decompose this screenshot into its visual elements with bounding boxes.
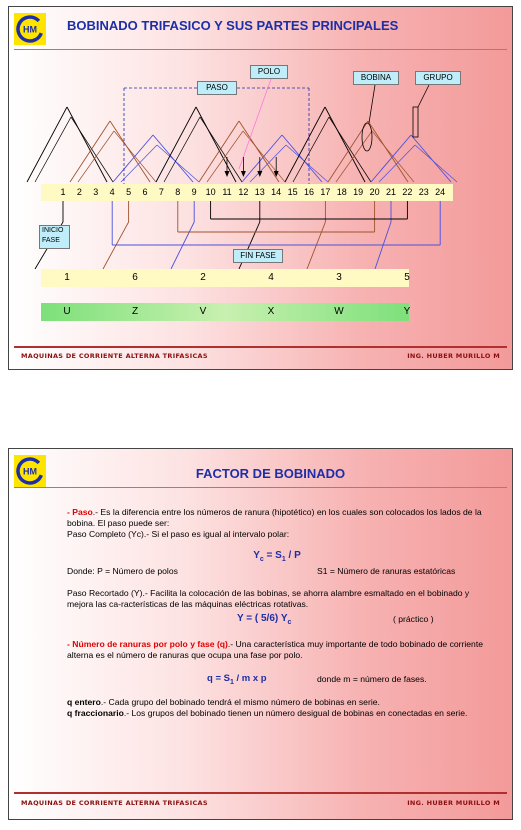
slot-number: 20 — [369, 187, 380, 197]
slot-number: 1 — [60, 187, 66, 197]
slot-arrow-head — [225, 171, 230, 177]
phase-label: Z — [131, 306, 139, 317]
label-fin-fase: FIN FASE — [233, 249, 283, 263]
logo-text: HM — [23, 24, 37, 35]
slot-number: 3 — [93, 187, 99, 197]
slot-number: 13 — [254, 187, 265, 197]
q-fraccionario-paragraph — [67, 708, 487, 719]
donde-s1: S1 = Número de ranuras estatóricas — [317, 566, 456, 576]
slot-number: 2 — [76, 187, 82, 197]
coil-side — [70, 121, 110, 182]
coil-side — [415, 145, 457, 182]
donde-p: Donde: P = Número de polos — [67, 566, 178, 576]
q-frac-text: .- Los grupos del bobinado tienen un número desigual de bobinas en conectadas en serie. — [123, 708, 468, 718]
phase-start-slot: 4 — [268, 272, 274, 283]
phase-label: X — [267, 306, 275, 317]
donde-line — [67, 566, 487, 577]
phase-label: Y — [403, 306, 411, 317]
coil-side — [27, 107, 67, 182]
formula-paso-recortado — [237, 613, 291, 628]
label-bobina: BOBINA — [353, 71, 399, 85]
ranuras-paragraph — [67, 639, 487, 661]
slide-winding-factor — [8, 448, 513, 820]
slot-number: 11 — [222, 187, 232, 197]
footer-author: ING. HUBER MURILLO M — [407, 799, 500, 807]
phase-start-slot: 5 — [404, 272, 410, 283]
coil-side — [328, 121, 368, 182]
coil-side — [286, 145, 328, 182]
ranuras-label: - Número de ranuras por polo y fase (q) — [67, 639, 228, 649]
phase-label-strip — [41, 303, 409, 321]
phase-label: V — [199, 306, 207, 317]
lead-line — [103, 222, 129, 269]
slot-number: 12 — [238, 187, 249, 197]
f1-mid: = S — [263, 550, 282, 561]
f3-rhs: / m x p — [233, 673, 267, 684]
slide-body — [67, 507, 487, 719]
label-polo: POLO — [250, 65, 288, 79]
grupo-marker — [413, 107, 418, 137]
slot-number: 4 — [109, 187, 115, 197]
polo-pointer — [239, 79, 271, 169]
phase-label: W — [334, 306, 344, 317]
q-entero-label: q entero — [67, 697, 101, 707]
slot-number: 19 — [353, 187, 364, 197]
paso-completo: Paso Completo (Yc).- Si el paso es igual al intervalo polar: — [67, 529, 290, 539]
paso-text: .- Es la diferencia entre los números de ranura (hipotético) en los cuales son colocados los lados de la bobina. El paso puede ser: — [67, 507, 482, 528]
footer-divider — [14, 792, 507, 794]
footer-divider — [14, 346, 507, 348]
formula-paso-recortado-line — [67, 613, 487, 627]
slot-number-strip — [41, 184, 453, 201]
q-entero-paragraph — [67, 697, 487, 708]
phase-start-strip — [41, 269, 409, 287]
q-frac-label: q fraccionario — [67, 708, 124, 718]
slot-number: 7 — [158, 187, 164, 197]
lead-line — [171, 222, 194, 269]
slot-number: 24 — [435, 187, 446, 197]
formula-paso-completo — [67, 550, 487, 566]
q-entero-text: .- Cada grupo del bobinado tendrá el mismo número de bobinas en serie. — [100, 697, 380, 707]
coil-side — [113, 135, 153, 182]
slot-number: 22 — [402, 187, 413, 197]
phase-label: U — [63, 306, 71, 317]
ranuras-text: .- Una característica muy importante de todo bobinado de corriente alterna es el número de ranuras que ocupa una fase por polo. — [67, 639, 484, 660]
slot-number: 5 — [126, 187, 132, 197]
f1-lhs: Y — [253, 550, 260, 561]
practico-note: ( práctico ) — [393, 614, 434, 624]
f2-main: Y = ( 5/6) Y — [237, 613, 288, 624]
formula-q — [207, 673, 267, 688]
slide-winding-diagram — [8, 6, 513, 370]
phase-start-slot: 1 — [64, 272, 70, 283]
coil-side — [285, 107, 325, 182]
coil-side — [196, 107, 236, 182]
footer-course: MAQUINAS DE CORRIENTE ALTERNA TRIFASICAS — [21, 352, 208, 360]
coil-side — [199, 121, 239, 182]
slot-number: 6 — [142, 187, 148, 197]
coil-side — [156, 107, 196, 182]
lead-line — [375, 222, 391, 269]
paso-paragraph — [67, 507, 487, 529]
slot-number: 9 — [191, 187, 197, 197]
coil-side — [325, 107, 365, 182]
coil-side — [411, 135, 451, 182]
slot-number: 8 — [175, 187, 181, 197]
coil-side — [282, 135, 322, 182]
logo-text: HM — [23, 466, 37, 477]
phase-start-slot: 2 — [200, 272, 206, 283]
coil-side — [157, 145, 199, 182]
paso-recortado: Paso Recortado (Y).- Facilita la colocación de las bobinas, se ahorra alambre esmaltado en el bobinado y mejora las ca-racterísticas de las máquinas eléctricas rotativas. — [67, 588, 470, 609]
bobina-marker — [362, 123, 372, 151]
f3-lhs: q = S — [207, 673, 230, 684]
header-divider — [14, 487, 507, 488]
f1-sub: c — [259, 556, 264, 563]
f3-sub: 1 — [229, 678, 234, 686]
footer-course: MAQUINAS DE CORRIENTE ALTERNA TRIFASICAS — [21, 799, 208, 807]
phase-start-slot: 3 — [336, 272, 342, 283]
label-inicio-fase: INICIO FASE — [39, 225, 70, 249]
lead-line — [307, 222, 325, 269]
coil-side — [293, 117, 329, 182]
slot-number: 15 — [287, 187, 298, 197]
formula-q-note: donde m = número de fases. — [317, 674, 427, 684]
grupo-pointer — [418, 85, 429, 107]
slot-number: 23 — [418, 187, 429, 197]
phase-start-slot: 6 — [132, 272, 138, 283]
formula-q-line — [67, 673, 487, 686]
label-grupo: GRUPO — [415, 71, 461, 85]
slot-number: 14 — [271, 187, 282, 197]
slot-arrow-head — [274, 171, 279, 177]
coil-side — [67, 107, 107, 182]
footer-author: ING. HUBER MURILLO M — [407, 352, 500, 360]
f2-sub: c — [287, 619, 292, 626]
label-paso: PASO — [197, 81, 237, 95]
bobina-pointer — [369, 85, 375, 123]
slot-number: 18 — [336, 187, 347, 197]
slot-number: 10 — [205, 187, 216, 197]
coil-side — [371, 135, 411, 182]
slot-number: 21 — [385, 187, 396, 197]
paso-label: - Paso — [67, 507, 93, 517]
coil-side — [164, 117, 200, 182]
f1-sub2: 1 — [281, 556, 286, 563]
slot-number: 16 — [303, 187, 314, 197]
f1-rhs: / P — [285, 550, 301, 561]
page-title: BOBINADO TRIFASICO Y SUS PARTES PRINCIPALES — [67, 18, 399, 33]
coil-side — [35, 117, 71, 182]
slot-arrow-head — [241, 171, 246, 177]
page-title: FACTOR DE BOBINADO — [195, 466, 346, 481]
slot-number: 17 — [320, 187, 331, 197]
coil-side — [153, 135, 193, 182]
